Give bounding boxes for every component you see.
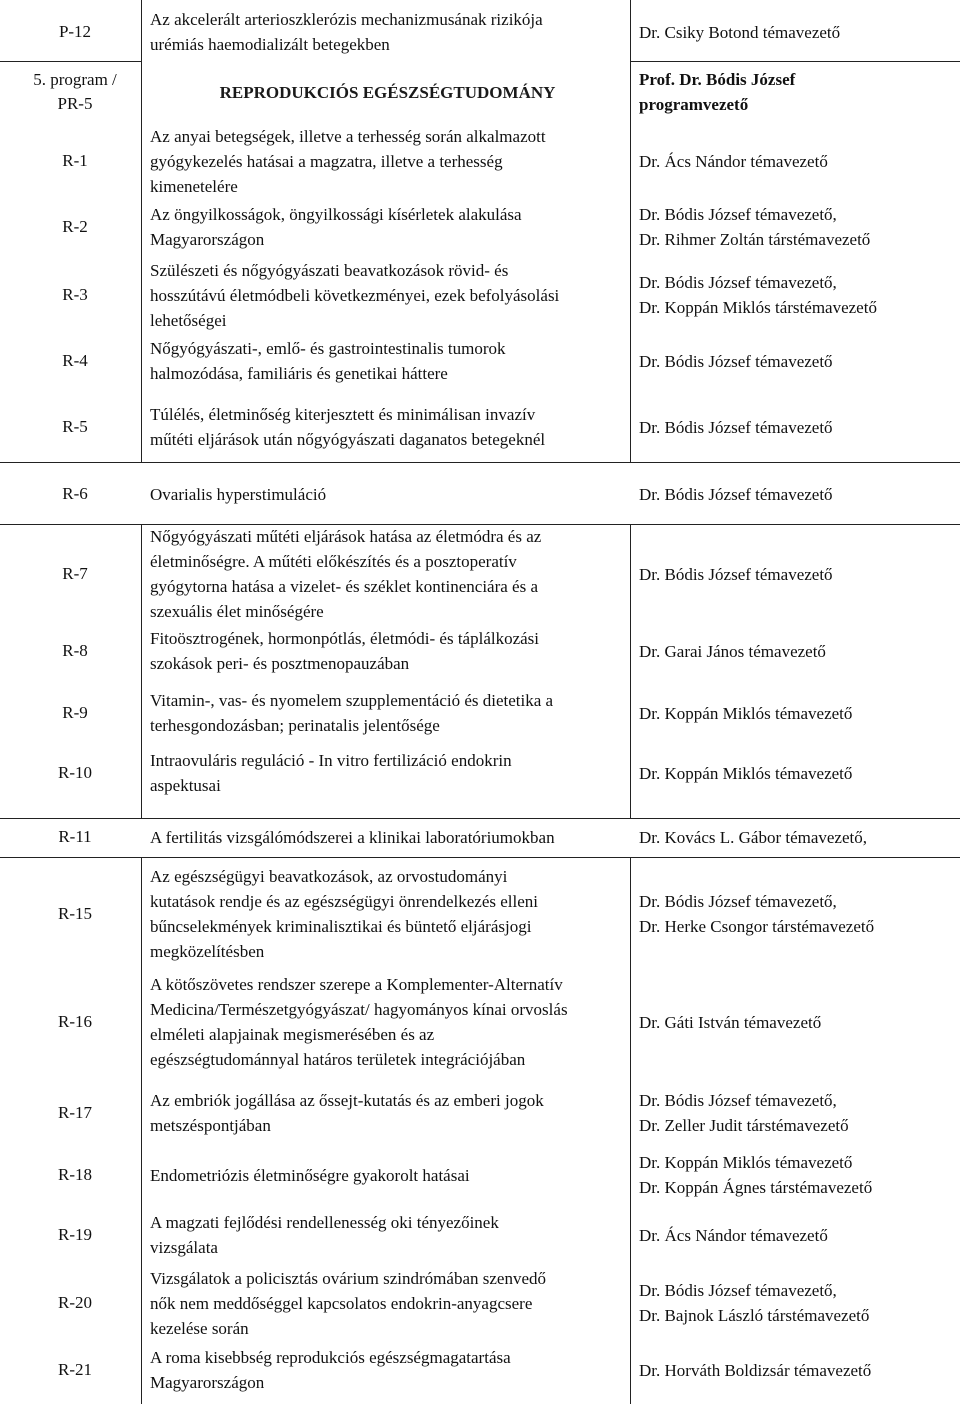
row-topic: A fertilitás vizsgálómódszerei a klinikai laboratóriumokban: [150, 827, 555, 847]
row-topic: Az anyai betegségek, illetve a terhesség során alkalmazott gyógykezelés hatásai a magzatra, illetve a terhesség kimenetelére: [150, 126, 546, 196]
row-code: R-5: [62, 417, 88, 436]
program-title: REPRODUKCIÓS EGÉSZSÉGTUDOMÁNY: [219, 82, 556, 102]
row-code: R-2: [62, 217, 88, 236]
row-supervisor: Dr. Kovács L. Gábor témavezető,: [639, 827, 867, 847]
row-supervisor: Dr. Garai János témavezető: [639, 641, 826, 661]
row-topic: Az egészségügyi beavatkozások, az orvostudományi kutatások rendje és az egészségügyi önrendelkezés elleni bűncselekmények kriminalisztikai és büntető eljárásjogi megközelítésben: [150, 867, 539, 961]
p12-title: Az akcelerált arterioszklerózis mechanizmusának rizikója urémiás haemodializált betegekben: [150, 10, 543, 54]
row-code: R-20: [58, 1293, 92, 1312]
row-supervisor: Dr. Bódis József témavezető: [639, 564, 833, 584]
row-supervisor: Dr. Bódis József témavezető: [639, 484, 833, 504]
row-supervisor: Dr. Koppán Miklós témavezető: [639, 703, 853, 723]
row-supervisor: Dr. Ács Nándor témavezető: [639, 151, 828, 171]
row-topic: Vitamin-, vas- és nyomelem szupplementáció és dietetika a terhesgondozásban; perinatalis jelentősége: [150, 691, 554, 735]
row-topic: A magzati fejlődési rendellenesség oki tényezőinek vizsgálata: [150, 1213, 499, 1257]
row-supervisor: Dr. Ács Nándor témavezető: [639, 1225, 828, 1245]
p12-supervisor: Dr. Csiky Botond témavezető: [639, 22, 841, 42]
row-topic: Ovarialis hyperstimuláció: [150, 484, 327, 504]
program-leader: Prof. Dr. Bódis József programvezető: [639, 70, 796, 114]
row-topic: Túlélés, életminőség kiterjesztett és minimálisan invazív műtéti eljárások után nőgyógyászati daganatos betegeknél: [150, 405, 546, 449]
row-code: R-9: [62, 703, 88, 722]
row-code: R-10: [58, 763, 92, 782]
row-topic: Nőgyógyászati-, emlő- és gastrointestinalis tumorok halmozódása, familiáris és genetikai háttere: [150, 339, 506, 383]
row-supervisor: Dr. Bódis József témavezető, Dr. Bajnok László társtémavezető: [639, 1281, 870, 1325]
row-topic: Nőgyógyászati műtéti eljárások hatása az életmódra és az életminőségre. A műtéti előkészítés és a posztoperatív gyógytorna hatása a vizelet- és széklet kontinenciára és a szexuális élet minőségére: [150, 527, 542, 621]
row-code: R-4: [62, 351, 88, 370]
row-supervisor: Dr. Bódis József témavezető, Dr. Rihmer Zoltán társtémavezető: [639, 205, 871, 249]
row-supervisor: Dr. Koppán Miklós témavezető Dr. Koppán Ágnes társtémavezető: [639, 1153, 873, 1197]
row-supervisor: Dr. Horváth Boldizsár témavezető: [639, 1360, 872, 1380]
row-supervisor: Dr. Koppán Miklós témavezető: [639, 763, 853, 783]
row-topic: A kötőszövetes rendszer szerepe a Komplementer-Alternatív Medicina/Természetgyógyászat/ hagyományos kínai orvoslás elméleti alapjainak megismerésében és az egészségtudománnyal határos területek integrációjában: [150, 975, 568, 1069]
row-supervisor: Dr. Bódis József témavezető, Dr. Koppán Miklós társtémavezető: [639, 273, 877, 317]
row-code: R-3: [62, 285, 88, 304]
row-topic: Vizsgálatok a policisztás ovárium szindrómában szenvedő nők nem meddőséggel kapcsolatos endokrin-anyagcsere kezelése során: [150, 1268, 546, 1338]
row-code: R-17: [58, 1103, 92, 1122]
row-supervisor: Dr. Bódis József témavezető, Dr. Herke Csongor társtémavezető: [639, 892, 875, 936]
row-topic: Fitoösztrogének, hormonpótlás, életmódi- és táplálkozási szokások peri- és posztmenopauzában: [150, 629, 540, 673]
row-topic: Az embriók jogállása az őssejt-kutatás és az emberi jogok metszéspontjában: [150, 1091, 544, 1135]
row-code: R-8: [62, 641, 88, 660]
row-code: R-7: [62, 564, 88, 583]
program-code-p12: P-12: [58, 22, 92, 41]
row-code: R-18: [58, 1165, 92, 1184]
row-supervisor: Dr. Bódis József témavezető: [639, 417, 833, 437]
row-topic: Szülészeti és nőgyógyászati beavatkozások rövid- és hosszútávú életmódbeli következményei, ezek befolyásolási lehetőségei: [150, 260, 560, 330]
row-topic: A roma kisebbség reprodukciós egészségmagatartása Magyarországon: [150, 1348, 511, 1392]
row-code: R-1: [62, 151, 88, 170]
row-code: R-16: [58, 1012, 92, 1031]
program-code-pr5: 5. program / PR-5: [33, 70, 117, 113]
row-code: R-11: [58, 827, 92, 846]
row-topic: Az öngyilkosságok, öngyilkossági kísérletek alakulása Magyarországon: [150, 205, 522, 249]
row-code: R-6: [62, 484, 88, 503]
row-code: R-21: [58, 1360, 92, 1379]
row-topic: Endometriózis életminőségre gyakorolt hatásai: [150, 1165, 470, 1185]
row-code: R-19: [58, 1225, 92, 1244]
row-topic: Intraovuláris reguláció - In vitro fertilizáció endokrin aspektusai: [150, 751, 512, 795]
row-code: R-15: [58, 904, 92, 923]
row-supervisor: Dr. Gáti István témavezető: [639, 1012, 822, 1032]
row-supervisor: Dr. Bódis József témavezető, Dr. Zeller Judit társtémavezető: [639, 1091, 849, 1135]
row-supervisor: Dr. Bódis József témavezető: [639, 351, 833, 371]
